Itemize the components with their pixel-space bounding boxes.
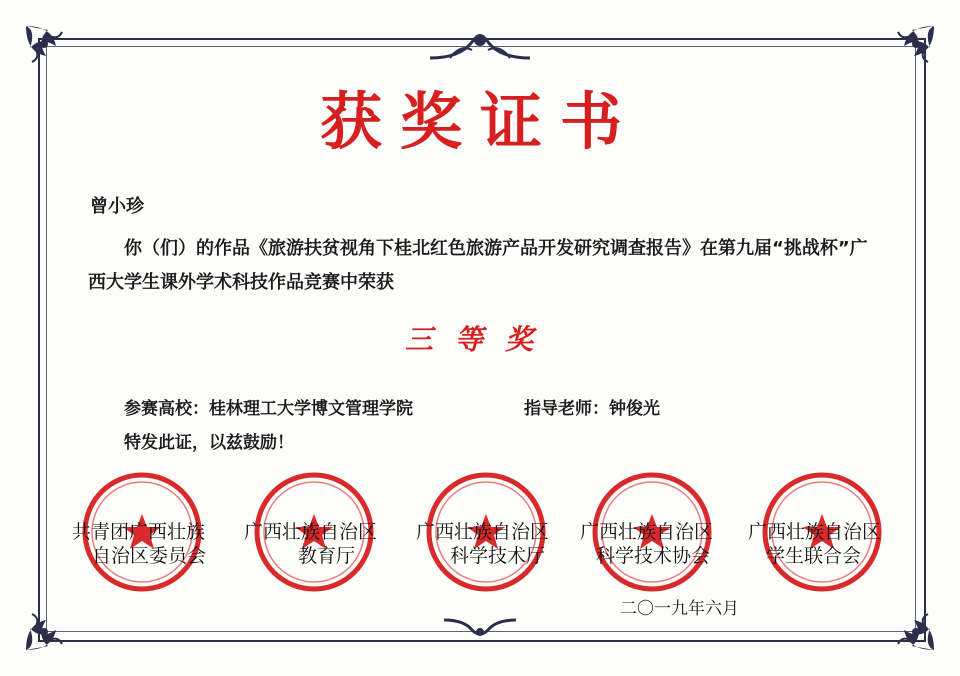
issuer-line2: 教育厅 [298, 545, 356, 567]
issuer-line1: 广西壮族自治区 [416, 521, 550, 543]
bottom-ornament-icon [440, 612, 520, 640]
issue-date: 二〇一九年六月 [620, 599, 739, 619]
corner-ornament-icon [22, 584, 92, 654]
school-label: 参赛高校：桂林理工大学博文管理学院 [124, 399, 413, 419]
corner-ornament-icon [868, 584, 938, 654]
issuer [580, 520, 713, 568]
certificate-title: 获奖证书 [319, 85, 640, 158]
issuer [72, 520, 206, 568]
issuer-line1: 共青团广西壮族 [72, 521, 206, 543]
teacher-line: 指导老师：钟俊光 [524, 399, 660, 419]
issuer [416, 520, 549, 568]
school-line [124, 394, 413, 419]
issuer-line2: 学生联合会 [766, 545, 862, 567]
award-level: 三等奖 [404, 323, 555, 356]
issuer [244, 520, 377, 568]
issuer-line2: 科学技术协会 [596, 545, 711, 567]
issuer-line1: 广西壮族自治区 [748, 521, 882, 543]
issuer-line2: 自治区委员会 [92, 545, 207, 567]
issuer [748, 520, 881, 568]
certificate-body: 你（们）的作品《旅游扶贫视角下桂北红色旅游产品开发研究调查报告》在第九届“挑战杯”广西大学生课外学术科技作品竞赛中荣获 [88, 238, 868, 293]
issuer-line1: 广西壮族自治区 [580, 521, 714, 543]
issuer-line1: 广西壮族自治区 [244, 521, 378, 543]
issuer-line2: 科学技术厅 [450, 545, 546, 567]
encourage-text: 特发此证，以兹鼓励！ [124, 433, 294, 453]
top-ornament-icon [420, 28, 540, 64]
recipient-name: 曾小珍 [90, 196, 144, 217]
